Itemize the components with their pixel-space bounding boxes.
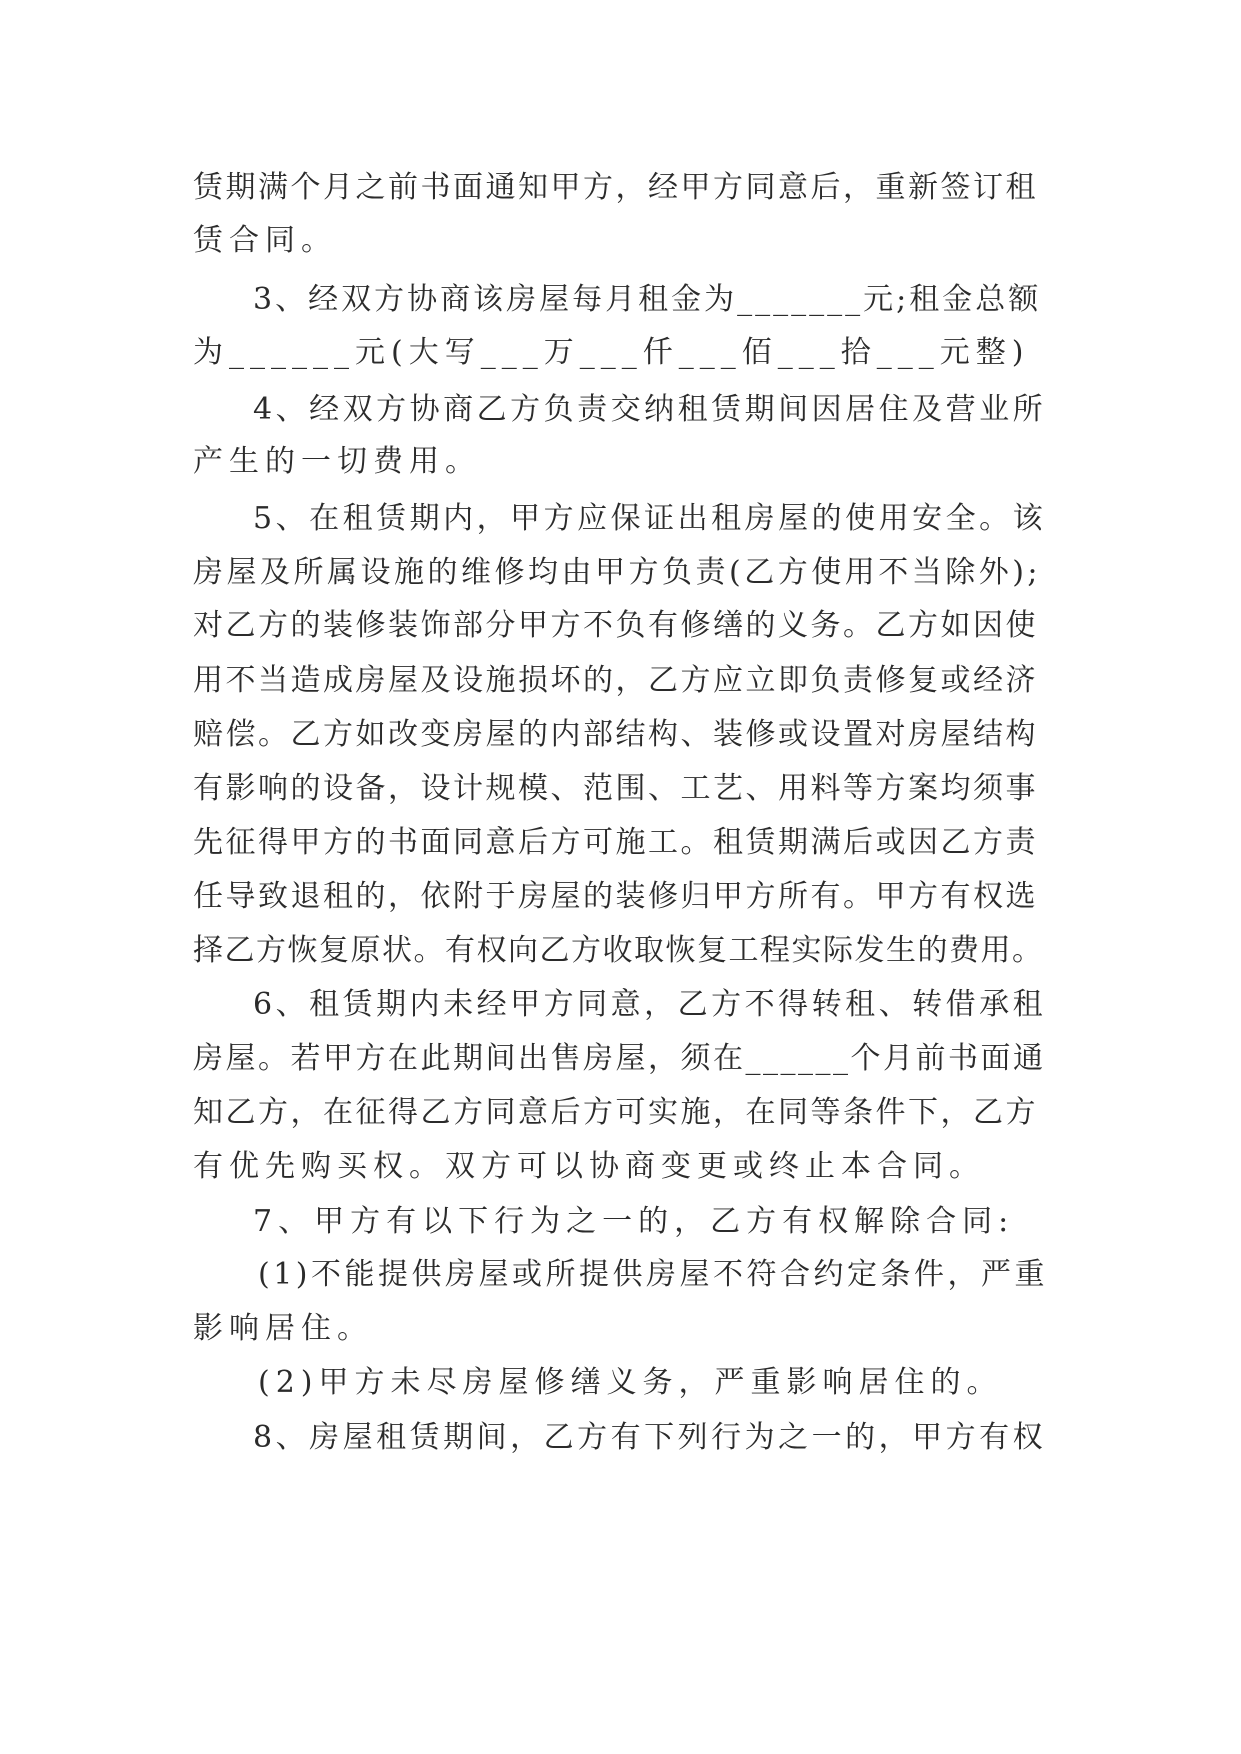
text-line: 房屋及所属设施的维修均由甲方负责(乙方使用不当除外); (193, 555, 1042, 590)
clause-5-line: 5、在租赁期内，甲方应保证出租房屋的使用安全。该 (253, 501, 1047, 536)
text-line: 用不当造成房屋及设施损坏的，乙方应立即负责修复或经济 (193, 663, 1038, 698)
text-line: 对乙方的装修装饰部分甲方不负有修缮的义务。乙方如因使 (193, 608, 1038, 643)
clause-3-line: 3、经双方协商该房屋每月租金为_______元;租金总额 (253, 282, 1042, 317)
text-line: 赔偿。乙方如改变房屋的内部结构、装修或设置对房屋结构 (193, 717, 1038, 752)
text-line: 房屋。若甲方在此期间出售房屋，须在______个月前书面通 (193, 1041, 1046, 1076)
clause-4-line: 4、经双方协商乙方负责交纳租赁期间因居住及营业所 (253, 392, 1047, 427)
text-line: 产生的一切费用。 (193, 444, 481, 479)
text-line: 有优先购买权。双方可以协商变更或终止本合同。 (193, 1149, 985, 1184)
text-line: 择乙方恢复原状。有权向乙方收取恢复工程实际发生的费用。 (193, 933, 1044, 968)
clause-7-line: 7、甲方有以下行为之一的，乙方有权解除合同: (253, 1204, 1015, 1239)
text-line: 先征得甲方的书面同意后方可施工。租赁期满后或因乙方责 (193, 825, 1038, 860)
text-line: 有影响的设备，设计规模、范围、工艺、用料等方案均须事 (193, 771, 1038, 806)
sub-item-2-line: (2)甲方未尽房屋修缮义务，严重影响居住的。 (258, 1365, 1003, 1400)
text-line: 任导致退租的，依附于房屋的装修归甲方所有。甲方有权选 (193, 879, 1038, 914)
text-line: 知乙方，在征得乙方同意后方可实施，在同等条件下，乙方 (193, 1095, 1038, 1130)
text-line: 为______元(大写___万___仟___佰___拾___元整) (193, 335, 1030, 370)
text-line: 赁期满个月之前书面通知甲方，经甲方同意后，重新签订租 (193, 170, 1038, 205)
clause-6-line: 6、租赁期内未经甲方同意，乙方不得转租、转借承租 (253, 987, 1047, 1022)
text-line: 赁合同。 (193, 223, 337, 258)
sub-item-1-line: (1)不能提供房屋或所提供房屋不符合约定条件，严重 (258, 1257, 1048, 1292)
clause-8-line: 8、房屋租赁期间，乙方有下列行为之一的，甲方有权 (253, 1420, 1047, 1455)
text-line: 影响居住。 (193, 1311, 373, 1346)
